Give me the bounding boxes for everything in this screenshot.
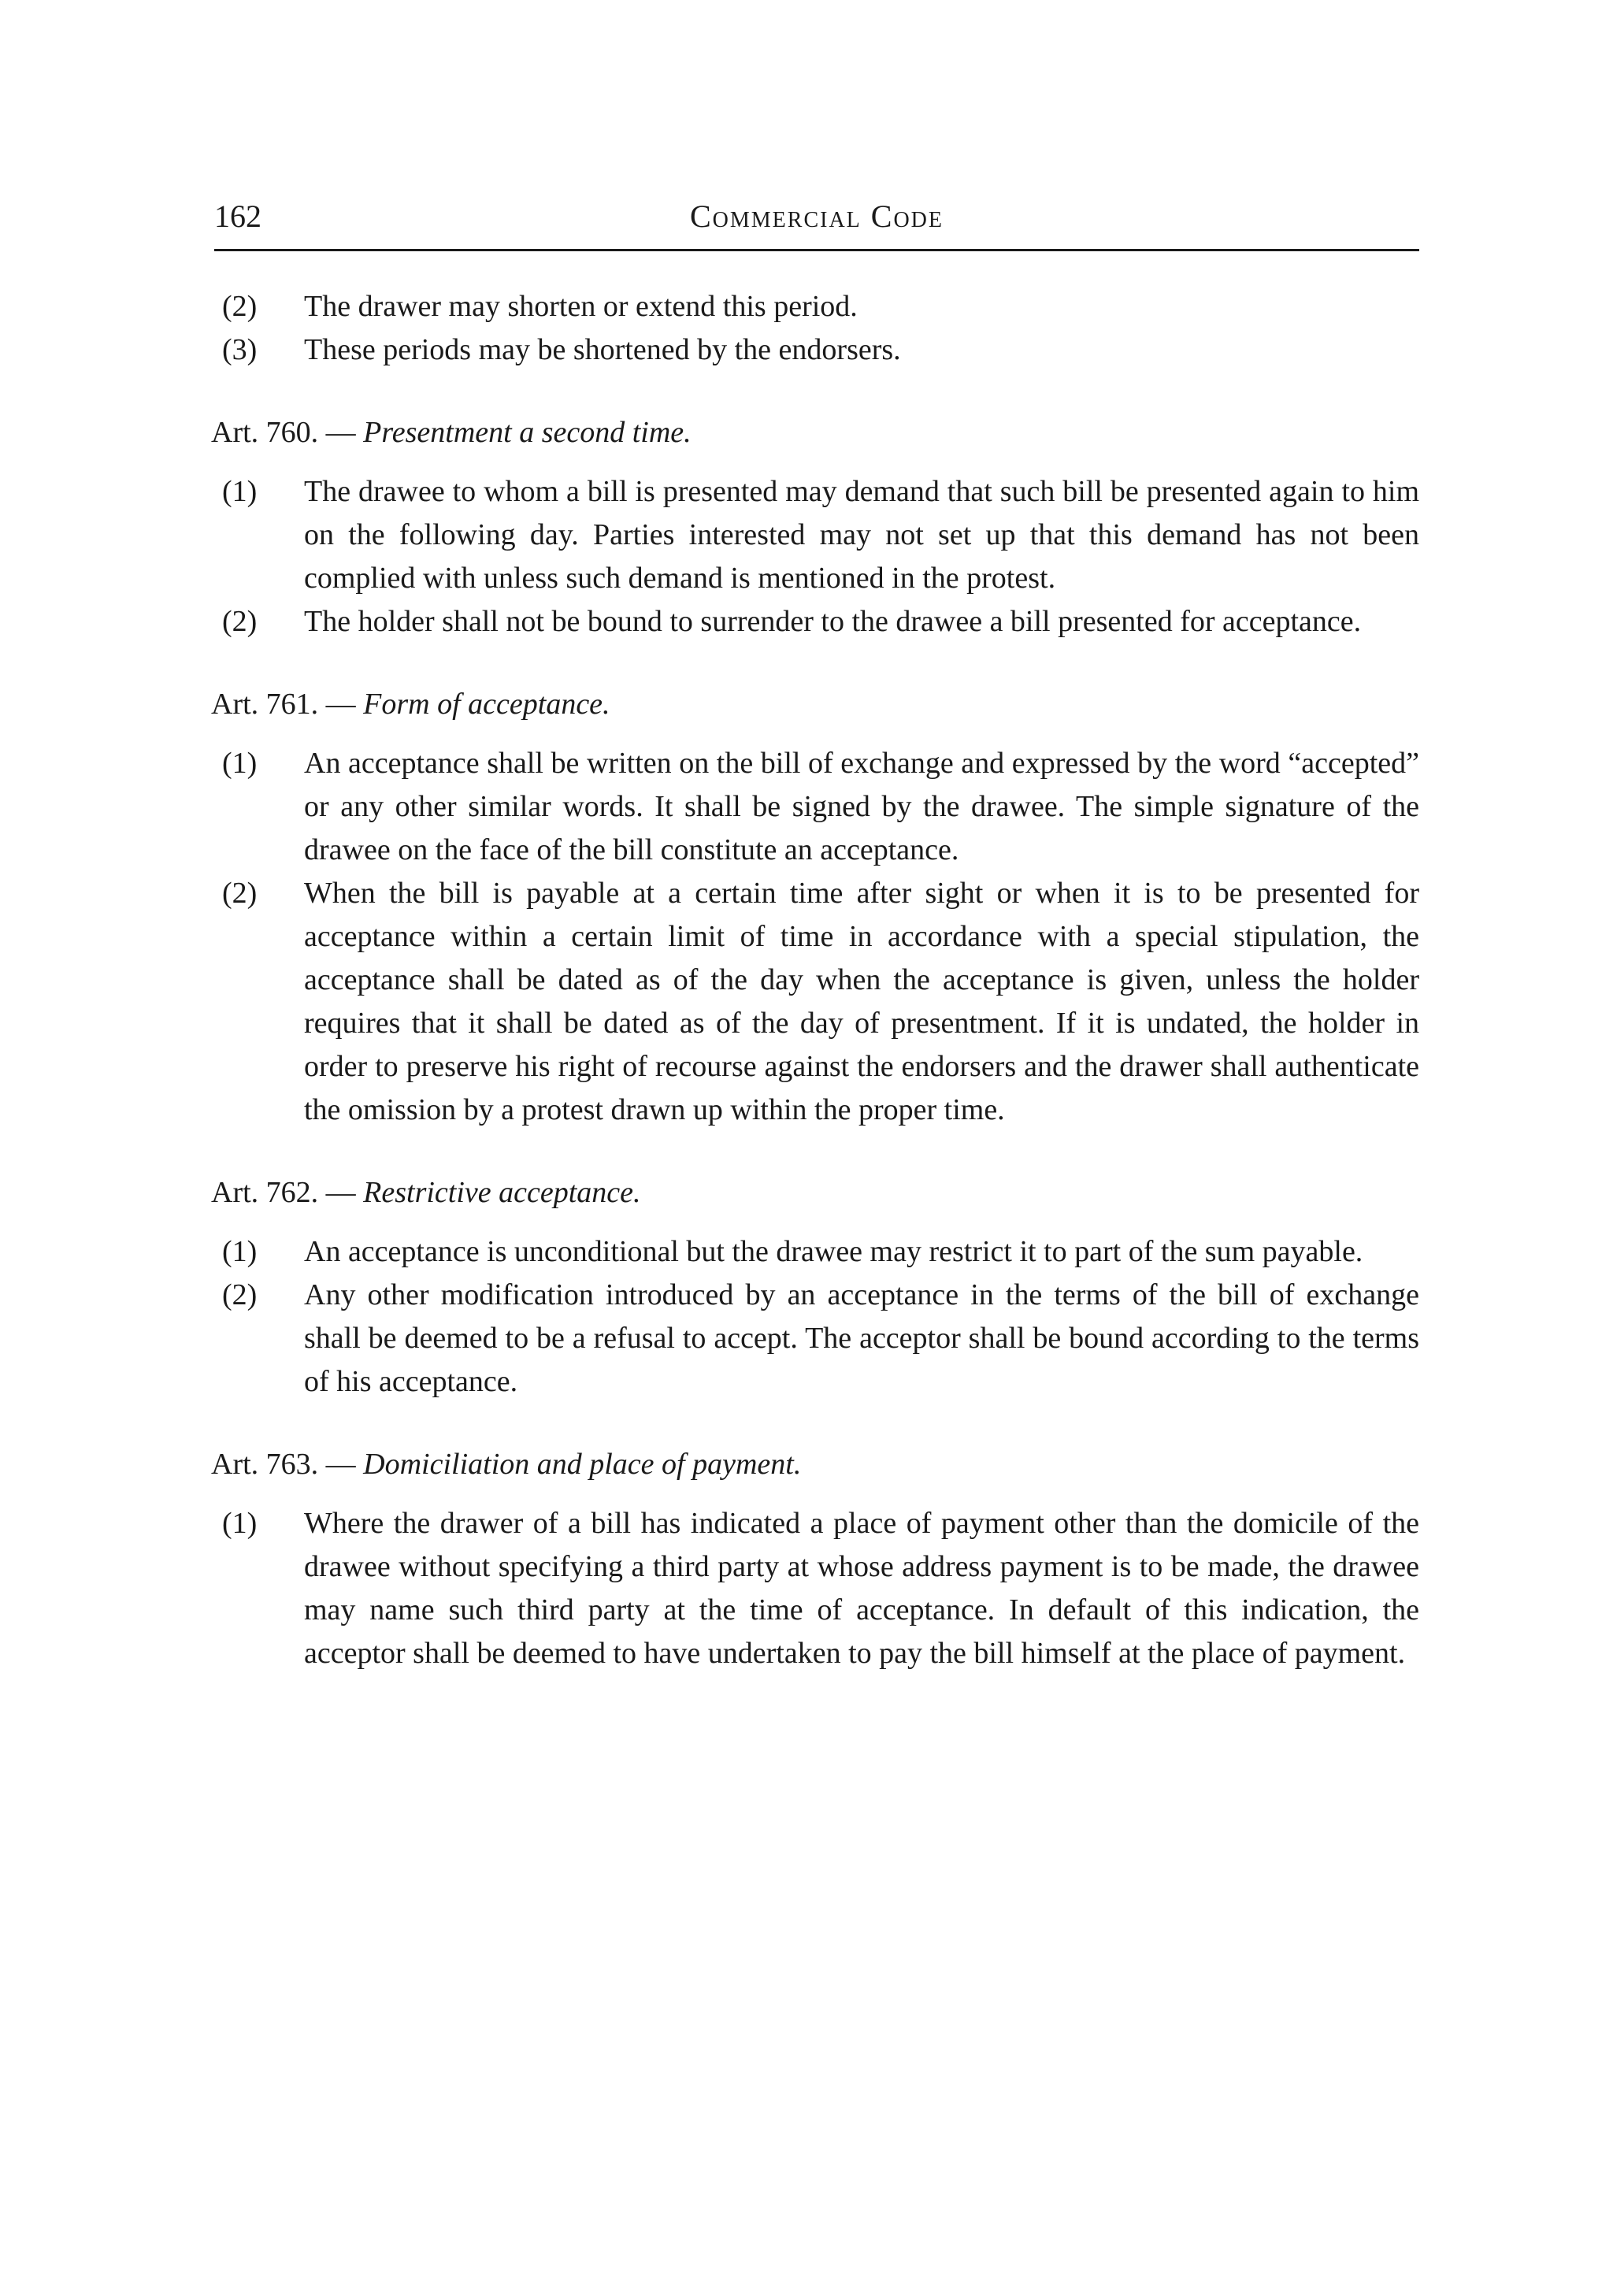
paragraph-text: Any other modification introduced by an acceptance in the terms of the bill of exchange shall be deemed to be a refusal to accept. The acceptor shall be bound according to the terms of his acceptance. [304, 1278, 1419, 1398]
page-number: 162 [214, 198, 261, 234]
paragraph [211, 328, 1419, 372]
paragraph-text: These periods may be shortened by the endorsers. [304, 333, 901, 366]
running-head: Commercial Code [689, 198, 944, 234]
paragraph [211, 872, 1419, 1132]
paragraph-number: (1) [222, 1507, 258, 1540]
paragraph-text: An acceptance is unconditional but the drawee may restrict it to part of the sum payable. [304, 1235, 1363, 1268]
article-title: Restrictive acceptance. [363, 1176, 641, 1209]
paragraph [211, 600, 1419, 644]
paragraph-number: (1) [222, 1235, 258, 1268]
article-number: Art. 763. — [211, 1448, 364, 1481]
paragraph [211, 1274, 1419, 1404]
paragraph-text: When the bill is payable at a certain time after sight or when it is to be presented for acceptance within a certain limit of time in accordance with a special stipulation, the acceptance shall be dated as of the day when the acceptance is given, unless the holder requires that it shall be dated as of the day of presentment. If it is undated, the holder in order to preserve his right of recourse against the endorsers and the drawer shall authenticate the omission by a protest drawn up within the proper time. [304, 877, 1419, 1126]
paragraph-number: (2) [222, 290, 258, 323]
paragraph-number: (1) [222, 475, 258, 508]
paragraph-text: An acceptance shall be written on the bill of exchange and expressed by the word “accepted” or any other similar words. It shall be signed by the drawee. The simple signature of the drawee on the face of the bill constitute an acceptance. [304, 747, 1419, 866]
article-title: Form of acceptance. [363, 688, 610, 721]
paragraph-number: (2) [222, 605, 258, 638]
article-number: Art. 762. — [211, 1176, 364, 1209]
article-number: Art. 761. — [211, 688, 364, 721]
paragraph-text: The holder shall not be bound to surrender to the drawee a bill presented for acceptance. [304, 605, 1362, 638]
article-number: Art. 760. — [211, 416, 364, 449]
paragraph [211, 742, 1419, 872]
paragraph-text: The drawee to whom a bill is presented may demand that such bill be presented again to him on the following day. Parties interested may not set up that this demand has not been complied with unless such demand is mentioned in the protest. [304, 475, 1419, 595]
paragraph-number: (3) [222, 333, 258, 366]
article-title: Domiciliation and place of payment. [363, 1448, 802, 1481]
document-body [211, 285, 1419, 1675]
article-heading [211, 683, 1419, 726]
paragraph-text: The drawer may shorten or extend this period. [304, 290, 858, 323]
paragraph [211, 285, 1419, 328]
header-rule [214, 249, 1419, 251]
paragraph-number: (2) [222, 877, 258, 910]
paragraph-number: (2) [222, 1278, 258, 1311]
article-title: Presentment a second time. [363, 416, 692, 449]
paragraph [211, 1230, 1419, 1274]
article-heading [211, 1171, 1419, 1215]
paragraph [211, 1502, 1419, 1675]
paragraph-text: Where the drawer of a bill has indicated a place of payment other than the domicile of the drawee without specifying a third party at whose address payment is to be made, the drawee may name such third party at the time of acceptance. In default of this indication, the acceptor shall be deemed to have undertaken to pay the bill himself at the place of payment. [304, 1507, 1419, 1670]
page-header [214, 193, 1419, 240]
paragraph-number: (1) [222, 747, 258, 780]
article-heading [211, 1443, 1419, 1486]
paragraph [211, 470, 1419, 600]
article-heading [211, 411, 1419, 454]
